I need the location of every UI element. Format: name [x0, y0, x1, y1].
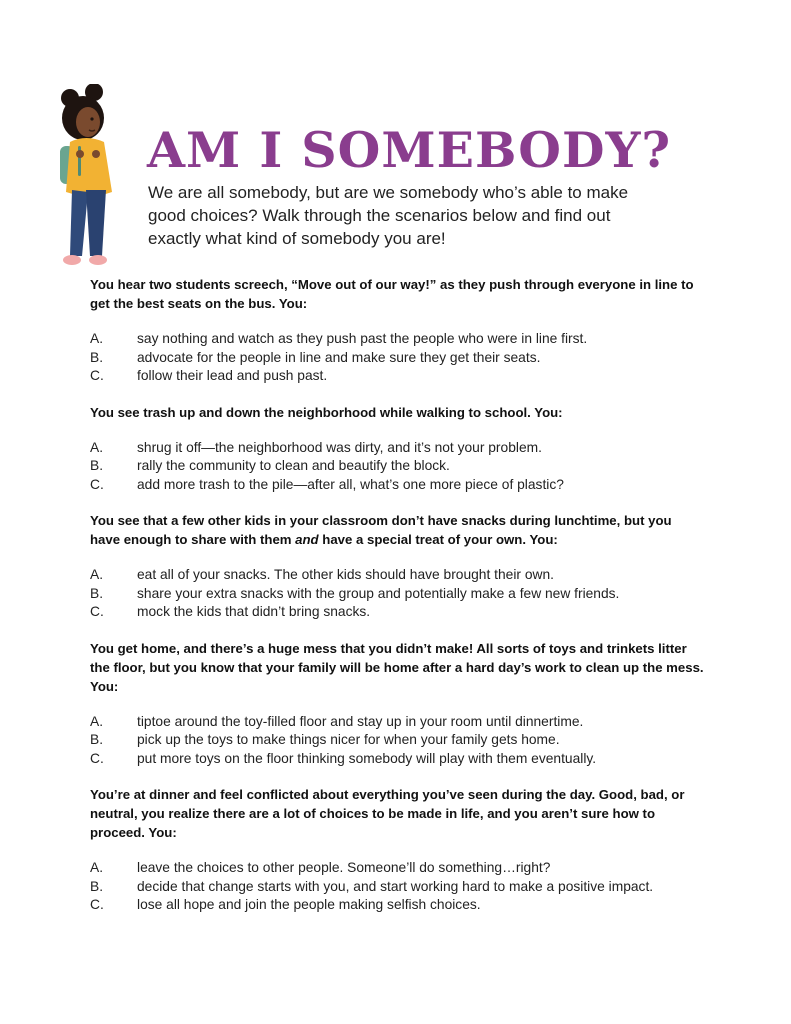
option-letter: A. [90, 713, 104, 729]
option-letter: C. [90, 476, 104, 492]
option-a [90, 566, 705, 585]
option-letter: C. [90, 604, 104, 619]
option-letter: B. [90, 732, 104, 747]
option-list [90, 713, 705, 769]
option-list [90, 330, 705, 386]
option-list [90, 439, 705, 495]
scenario-prompt [90, 511, 705, 549]
option-text: leave the choices to other people. Someone’ll do something…right? [137, 860, 551, 875]
scenario [90, 275, 705, 386]
option-c [90, 896, 705, 915]
prompt-part: have a special treat of your own. You: [318, 532, 558, 547]
option-text: lose all hope and join the people making selfish choices. [137, 897, 481, 912]
option-letter: B. [90, 458, 104, 473]
option-a [90, 713, 705, 732]
option-text: tiptoe around the toy-filled floor and stay up in your room until dinnertime. [137, 713, 584, 729]
girl-with-backpack-illustration [56, 84, 122, 274]
option-letter: C. [90, 750, 104, 766]
option-text: share your extra snacks with the group and potentially make a few new friends. [137, 585, 620, 601]
option-c [90, 367, 705, 386]
option-a [90, 330, 705, 349]
scenario-prompt: You see trash up and down the neighborhood while walking to school. You: [90, 404, 563, 420]
option-text: rally the community to clean and beautify the block. [137, 458, 450, 473]
option-c [90, 750, 705, 769]
option-text: put more toys on the floor thinking somebody will play with them eventually. [137, 750, 597, 766]
option-a [90, 439, 705, 458]
option-text: mock the kids that didn’t bring snacks. [137, 604, 371, 619]
option-list [90, 859, 705, 915]
scenario [90, 639, 705, 769]
option-text: add more trash to the pile—after all, what’s one more piece of plastic? [137, 476, 564, 492]
option-letter: B. [90, 349, 104, 365]
prompt-emphasis: and [295, 532, 319, 547]
scenario-prompt: You get home, and there’s a huge mess that you didn’t make! All sorts of toys and trinkets litter the floor, but you know that your family will be home after a hard day’s work to clean up the mess. You: [90, 640, 704, 694]
option-letter: C. [90, 368, 104, 383]
option-b [90, 457, 705, 476]
option-letter: A. [90, 567, 104, 582]
scenario-prompt: You hear two students screech, “Move out of our way!” as they push through everyone in line to get the best seats on the bus. You: [90, 277, 694, 311]
scenario [90, 511, 705, 622]
prompt-part: You see that a few other kids in your classroom don’t have snacks during lunchtime, but you have enough to share with them [90, 513, 672, 547]
option-list [90, 566, 705, 622]
option-text: eat all of your snacks. The other kids should have brought their own. [137, 567, 554, 582]
option-letter: C. [90, 897, 104, 912]
option-b [90, 585, 705, 604]
option-text: shrug it off—the neighborhood was dirty, and it’s not your problem. [137, 439, 542, 455]
option-text: pick up the toys to make things nicer for when your family gets home. [137, 732, 560, 747]
option-c [90, 476, 705, 495]
option-letter: B. [90, 878, 104, 894]
option-text: advocate for the people in line and make sure they get their seats. [137, 349, 541, 365]
scenario [90, 785, 705, 915]
option-b [90, 349, 705, 368]
page-title: AM I SOMEBODY? [147, 121, 672, 179]
intro-text: We are all somebody, but are we somebody who’s able to make good choices? Walk through the scenarios below and find out exactly what kind of somebody you are! [148, 183, 629, 248]
option-b [90, 731, 705, 750]
option-letter: B. [90, 585, 104, 601]
scenario [90, 403, 705, 495]
option-text: follow their lead and push past. [137, 368, 328, 383]
scenario-prompt: You’re at dinner and feel conflicted about everything you’ve seen during the day. Good, bad, or neutral, you realize there are a lot of choices to be made in life, and you aren’t sure how to proceed. You: [90, 787, 685, 840]
scenario-list [90, 275, 705, 932]
option-letter: A. [90, 331, 104, 346]
option-b [90, 878, 705, 897]
option-letter: A. [90, 439, 104, 455]
option-text: say nothing and watch as they push past the people who were in line first. [137, 331, 588, 346]
option-a [90, 859, 705, 878]
option-c [90, 603, 705, 622]
option-text: decide that change starts with you, and start working hard to make a positive impact. [137, 878, 654, 894]
option-letter: A. [90, 860, 104, 875]
